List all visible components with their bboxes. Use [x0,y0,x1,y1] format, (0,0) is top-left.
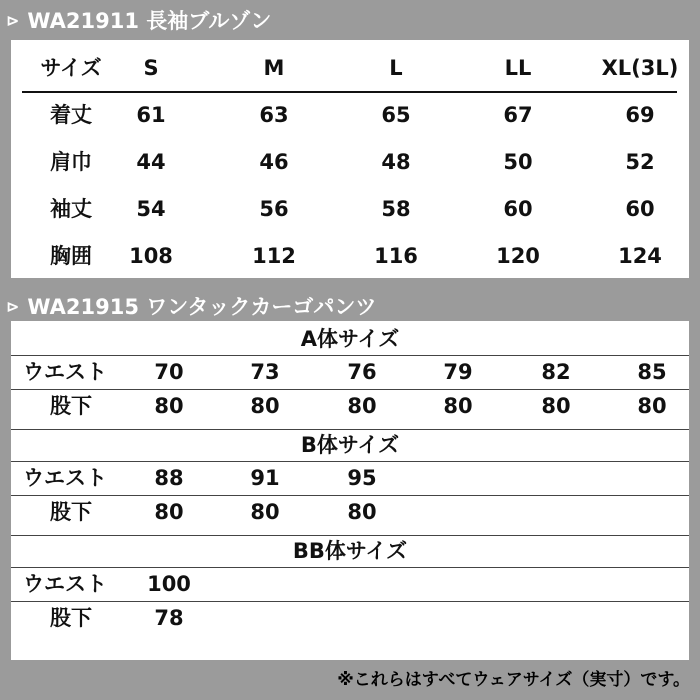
table-cell: 67 [503,103,533,127]
row-label: ウエスト [23,360,107,384]
jacket-title: WA21911 長袖ブルゾン [27,9,272,33]
row-label: 肩巾 [50,150,92,174]
table-cell: 73 [250,360,280,384]
table-cell: 80 [541,394,571,418]
table-cell: 78 [154,606,184,630]
table-cell: 116 [374,244,418,268]
table-cell: 80 [154,500,184,524]
table-cell: 95 [347,466,377,490]
size-column-header: サイズ [40,56,102,80]
table-cell: 48 [381,150,411,174]
table-cell: 82 [541,360,571,384]
table-cell: 69 [625,103,655,127]
row-label: 股下 [50,394,92,418]
table-cell: 80 [443,394,473,418]
pants-title: WA21915 ワンタックカーゴパンツ [27,295,377,319]
table-cell: 80 [250,394,280,418]
table-cell: 60 [503,197,533,221]
size-header-l: L [389,56,403,80]
table-row [11,567,689,601]
pants-section-header [0,286,700,326]
table-cell: 52 [625,150,655,174]
table-cell: 85 [637,360,667,384]
section-title: BB体サイズ [292,539,408,563]
table-cell: 61 [136,103,166,127]
table-cell: 46 [259,150,289,174]
table-cell: 80 [637,394,667,418]
size-note: ※これらはすべてウェアサイズ（実寸）です。 [337,670,690,690]
table-row [11,461,689,495]
table-cell: 63 [259,103,289,127]
table-cell: 91 [250,466,280,490]
table-row [11,389,689,423]
row-label: 股下 [50,606,92,630]
table-row [11,355,689,389]
table-cell: 60 [625,197,655,221]
table-cell: 56 [259,197,289,221]
table-cell: 80 [347,394,377,418]
table-cell: 112 [252,244,296,268]
table-cell: 58 [381,197,411,221]
table-cell: 120 [496,244,540,268]
jacket-header-row [11,46,689,90]
row-label: 袖丈 [50,197,92,221]
table-cell: 80 [347,500,377,524]
table-cell: 70 [154,360,184,384]
table-cell: 80 [250,500,280,524]
size-header-xl(3l): XL(3L) [601,56,679,80]
table-cell: 44 [136,150,166,174]
table-cell: 65 [381,103,411,127]
section-title: A体サイズ [300,327,400,351]
size-header-m: M [263,56,285,80]
table-cell: 100 [147,572,191,596]
pants-size-table [11,321,689,660]
table-cell: 124 [618,244,662,268]
table-cell: 88 [154,466,184,490]
row-label: 胸囲 [50,244,92,268]
table-row [11,140,689,184]
jacket-size-table [11,40,689,278]
table-cell: 80 [154,394,184,418]
row-label: 着丈 [50,103,92,127]
jacket-section-header [0,0,700,40]
table-cell: 108 [129,244,173,268]
table-row [11,187,689,231]
table-row [11,234,689,278]
row-label: ウエスト [23,572,107,596]
arrow-right-icon: ⊳ [6,10,20,30]
table-cell: 76 [347,360,377,384]
table-cell: 79 [443,360,473,384]
table-row [11,601,689,635]
arrow-right-icon: ⊳ [6,296,20,316]
table-row [11,495,689,529]
table-row [11,93,689,137]
table-cell: 54 [136,197,166,221]
row-label: 股下 [50,500,92,524]
size-header-s: S [143,56,159,80]
row-label: ウエスト [23,466,107,490]
section-title: B体サイズ [300,433,400,457]
table-cell: 50 [503,150,533,174]
size-header-ll: LL [504,56,532,80]
